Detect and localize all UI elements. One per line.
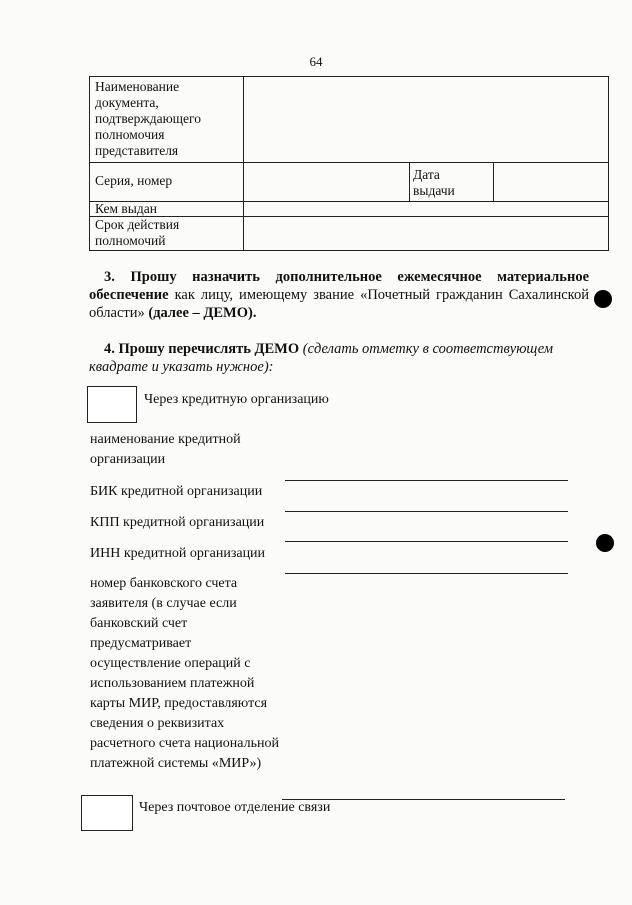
section-3-text: как лицу, имеющему звание «Почетный гражданин Сахалинской области» [89, 287, 589, 321]
validity-label: Срок действия полномочий [95, 217, 180, 248]
inn-line[interactable] [285, 573, 568, 574]
issued-by-label: Кем выдан [95, 201, 157, 216]
bik-line[interactable] [285, 511, 568, 512]
section-3-number: 3. [104, 269, 115, 285]
kpp-label: КПП кредитной организации [90, 515, 265, 530]
table-column-divider [409, 162, 410, 201]
table-row-divider [89, 162, 609, 163]
table-column-divider [493, 162, 494, 201]
kpp-line[interactable] [285, 541, 568, 542]
page-number: 64 [309, 54, 323, 69]
section-3-bold-text: Прошу назначить дополнительное ежемесячное материальное обеспечение [89, 269, 590, 303]
credit-org-option-label: Через кредитную организацию [144, 392, 329, 407]
doc-name-value[interactable] [246, 79, 604, 159]
section-4-instruction: (сделать отметку в соответствующем квадрате и указать нужное): [89, 341, 554, 375]
section-4-number: 4. [104, 341, 115, 357]
section-3-paragraph [89, 268, 589, 322]
credit-org-name-label: наименование кредитной организации [90, 432, 241, 467]
account-label: номер банковского счета заявителя (в случае если банковский счет предусматривает осуществление операций с использованием платежной карты МИР, предоставляются сведения о реквизитах расчетного счета национальной платежной системы «МИР») [90, 576, 279, 771]
table-column-divider [243, 76, 244, 251]
issue-date-value[interactable] [496, 165, 606, 199]
section-3-bold-suffix: (далее – ДЕМО). [148, 305, 257, 321]
post-office-option-label: Через почтовое отделение связи [139, 800, 331, 815]
credit-org-checkbox[interactable] [87, 386, 137, 423]
credit-org-name-line[interactable] [285, 480, 568, 481]
post-office-checkbox[interactable] [81, 795, 133, 831]
section-4-bold-text: Прошу перечислять ДЕМО [118, 341, 300, 357]
doc-name-label: Наименование документа, подтверждающего полномочия представителя [95, 79, 202, 158]
validity-value[interactable] [246, 219, 604, 249]
issued-by-value[interactable] [246, 203, 604, 215]
bik-label: БИК кредитной организации [90, 484, 263, 499]
binder-hole-icon [596, 534, 614, 552]
series-number-value[interactable] [246, 165, 406, 199]
section-4-paragraph [89, 340, 579, 376]
series-number-label: Серия, номер [95, 173, 173, 188]
issue-date-label: Дата выдачи [413, 167, 455, 198]
inn-label: ИНН кредитной организации [90, 546, 266, 561]
binder-hole-icon [594, 290, 612, 308]
